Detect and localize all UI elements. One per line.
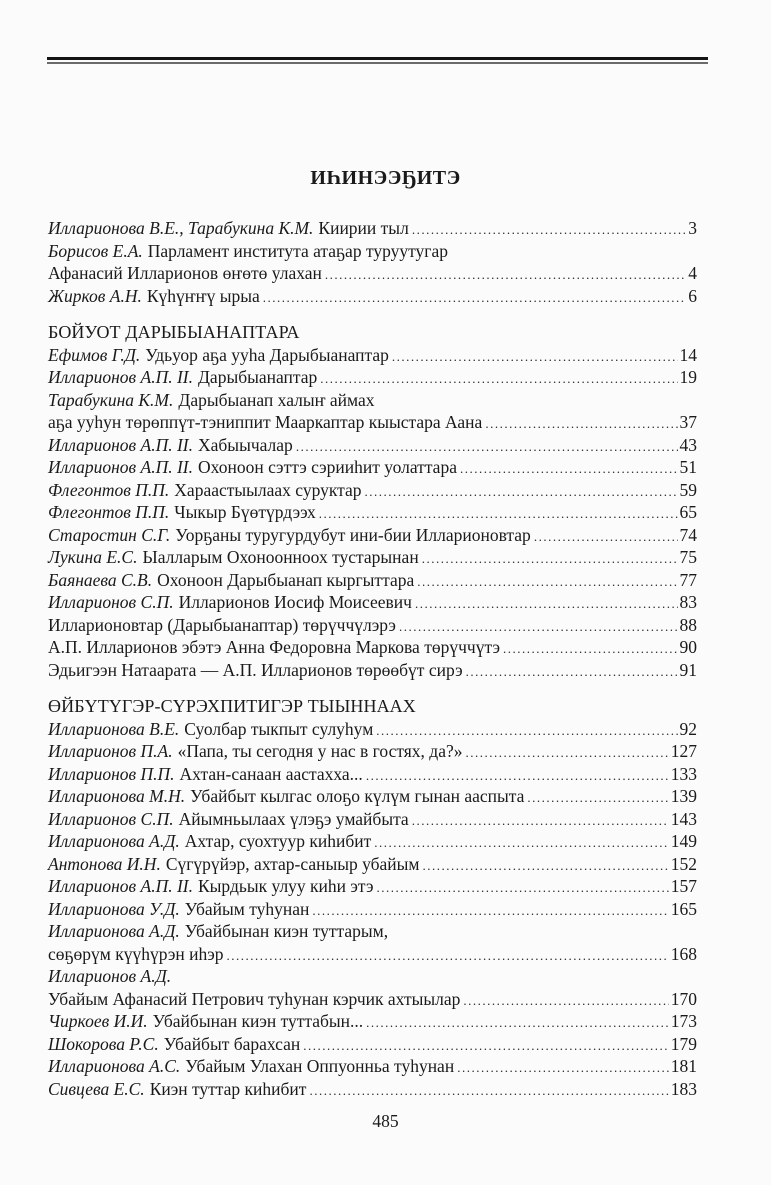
entry-page-number: 88 [679,614,697,635]
entry-page-number: 19 [679,367,697,387]
entry-page-number: 133 [670,763,697,784]
header-rule-thin [47,62,708,64]
entry-page-number: 83 [679,592,697,612]
entry-title: Парламент института атаҕар туруутугар [147,240,448,261]
entry-page-number: 77 [679,569,697,590]
toc-entry-line [48,659,697,682]
dot-leader [303,1035,668,1058]
entry-author: Илларионова А.Д. [48,921,180,941]
entry-page-number: 181 [670,1056,697,1076]
entry-author: Шокорова Р.С. [48,1033,159,1054]
entry-author: Илларионова В.Е. [48,718,180,739]
toc-entry-line [48,785,697,808]
entry-title: Суолбар тыкпыт сулуһум [184,718,374,739]
entry-title: Хараастыылаах суруктар [174,479,362,500]
toc-entry-line [48,217,697,240]
entry-page-number: 43 [679,434,697,455]
dot-leader [392,346,678,369]
entry-title: Убайым туһунан [184,898,310,919]
entry-page-number: 92 [679,718,697,739]
toc-entry-line [48,853,697,876]
entry-page-number: 157 [670,876,697,896]
dot-leader [374,832,669,855]
section-heading: БОЙУОТ ДАРЫБЫАНАПТАРА [48,322,300,342]
toc-section [48,321,697,681]
dot-leader [422,855,668,878]
entry-page-number: 168 [670,943,697,964]
dot-leader [365,481,678,504]
section-heading: ӨЙБҮТҮГЭР-СҮРЭХПИТИГЭР ТЫЫННААХ [48,696,416,716]
entry-page-number: 173 [670,1011,697,1031]
entry-page-number: 37 [679,412,697,432]
dot-leader [320,368,677,391]
dot-leader [457,1057,669,1080]
toc-entry-line [48,411,697,434]
entry-author: Илларионов С.П. [48,808,174,829]
toc-entry-line [48,740,697,763]
dot-leader [399,616,678,639]
entry-title: Хабыычалар [198,434,293,455]
toc-entry-line [48,1078,697,1101]
entry-title: Чыкыр Бүөтүрдээх [174,502,316,522]
toc-entry-line [48,988,697,1011]
entry-title: Ыалларым Охоноонноох тустарынан [142,547,419,567]
toc-entry-line [48,1033,697,1056]
entry-title: Убайбынан киэн туттабын... [152,1011,364,1031]
entry-author: Старостин С.Г. [48,524,171,545]
entry-title: сөҕөрүм күүһүрэн иһэр [48,943,224,964]
dot-leader [325,264,685,287]
entry-author: Илларионов П.П. [48,763,175,784]
entry-title: Киирии тыл [318,218,409,238]
toc-entry-line [48,898,697,921]
toc-entry-line [48,240,697,263]
toc-entry-line [48,434,697,457]
header-rule-thick [47,57,708,60]
dot-leader [485,413,677,436]
entry-author: Флегонтов П.П. [48,479,170,500]
entry-page-number: 14 [679,344,697,365]
toc-entry-line [48,569,697,592]
entry-title: Афанасий Илларионов өҥөтө улахан [48,263,322,283]
dot-leader [460,458,678,481]
table-of-contents [48,217,697,1100]
entry-author: Илларионов С.П. [48,592,174,612]
entry-title: Дарыбыанап халыҥ аймах [178,389,375,410]
toc-entry-line [48,344,697,367]
toc-entry-line [48,546,697,569]
toc-entry-line [48,920,697,943]
entry-author: Илларионов П.А. [48,741,173,761]
dot-leader [417,571,677,594]
entry-title: Уорҕаны туругурдубут ини-бии Илларионовтар [175,524,531,545]
entry-title: Күһүҥҥү ырыа [146,285,260,306]
dot-leader [527,787,668,810]
entry-author: Илларионов А.П. II. [48,457,193,477]
entry-page-number: 179 [670,1033,697,1054]
entry-page-number: 3 [688,218,697,238]
dot-leader [466,742,669,765]
page-title: ИҺИНЭЭҔИТЭ [310,167,461,189]
toc-entry-line [48,875,697,898]
dot-leader [503,638,677,661]
entry-title: Убайым Афанасий Петрович туһунан кэрчик ахтыылар [48,988,461,1009]
entry-title: А.П. Илларионов эбэтэ Анна Федоровна Маркова төрүччүтэ [48,637,501,657]
entry-title: Удьуор аҕа ууһа Дарыбыанаптар [145,344,389,365]
entry-author: Баянаева С.В. [48,569,153,590]
dot-leader [376,720,677,743]
entry-page-number: 4 [688,263,697,283]
entry-page-number: 183 [670,1078,697,1099]
dot-leader [263,287,685,310]
dot-leader [466,661,678,684]
entry-title: «Папа, ты сегодня у нас в гостях, да?» [177,741,463,761]
entry-author: Тарабукина К.М. [48,389,174,410]
entry-title: Сүгүрүйэр, ахтар-саныыр убайым [165,853,420,874]
entry-title: Кырдьык улуу киһи этэ [198,876,374,896]
entry-page-number: 127 [670,741,697,761]
toc-entry-line [48,456,697,479]
dot-leader [366,765,669,788]
dot-leader [422,548,678,571]
toc-entry-line [48,262,697,285]
entry-page-number: 75 [679,547,697,567]
entry-title: Охоноон сэттэ сэрииһит уолаттара [198,457,457,477]
entry-page-number: 6 [688,285,697,306]
entry-author: Илларионов А.П. II. [48,434,193,455]
toc-entry-line [48,591,697,614]
entry-page-number: 65 [679,502,697,522]
toc-entry-line [48,389,697,412]
toc-entry-line [48,718,697,741]
entry-title: Дарыбыанаптар [198,367,318,387]
toc-entry-line [48,965,697,988]
toc-entry-line [48,636,697,659]
entry-author: Илларионов А.Д. [48,966,172,986]
entry-title: Ахтан-санаан аастахха... [179,763,363,784]
entry-page-number: 170 [670,988,697,1009]
entry-author: Чиркоев И.И. [48,1011,148,1031]
entry-title: Ахтар, суохтуур киһибит [184,831,372,851]
entry-page-number: 139 [670,786,697,806]
entry-page-number: 165 [670,898,697,919]
toc-entry-line [48,763,697,786]
entry-title: Илларионовтар (Дарыбыанаптар) төрүччүлэрэ [48,614,396,635]
entry-author: Флегонтов П.П. [48,502,170,522]
entry-page-number: 152 [670,853,697,874]
entry-title: Илларионов Иосиф Моисеевич [178,592,412,612]
entry-author: Илларионова В.Е., Тарабукина К.М. [48,218,314,238]
entry-author: Илларионов А.П. II. [48,367,193,387]
dot-leader [319,503,678,526]
page-number: 485 [372,1111,399,1131]
dot-leader [309,1080,668,1103]
toc-entry-line [48,479,697,502]
entry-author: Илларионова У.Д. [48,898,180,919]
entry-author: Илларионова А.Д. [48,831,180,851]
entry-page-number: 149 [670,831,697,851]
toc-entry-line [48,943,697,966]
entry-page-number: 143 [670,808,697,829]
entry-author: Лукина Е.С. [48,547,138,567]
dot-leader [534,526,678,549]
entry-page-number: 59 [679,479,697,500]
entry-page-number: 51 [679,457,697,477]
dot-leader [415,593,678,616]
entry-title: Убайым Улахан Оппуонньа туһунан [185,1056,455,1076]
toc-entry-line [48,808,697,831]
entry-author: Илларионов А.П. II. [48,876,193,896]
entry-author: Илларионова А.С. [48,1056,181,1076]
entry-author: Борисов Е.А. [48,240,143,261]
entry-page-number: 74 [679,524,697,545]
entry-title: Убайбыт кылгас олоҕо күлүм гынан ааспыта [190,786,525,806]
toc-entry-line [48,614,697,637]
entry-author: Сивцева Е.С. [48,1078,145,1099]
entry-title: аҕа ууһун төрөппүт-тэниппит Мааркаптар кыыстара Аана [48,412,483,432]
toc-entry-line [48,501,697,524]
dot-leader [312,900,668,923]
dot-leader [463,990,668,1013]
front-matter-list [48,217,697,307]
toc-entry-line [48,366,697,389]
dot-leader [412,810,669,833]
dot-leader [296,436,678,459]
toc-entry-line [48,830,697,853]
toc-entry-line [48,285,697,308]
entry-page-number: 91 [679,659,697,680]
entry-title: Айымньылаах үлэҕэ умайбыта [178,808,409,829]
toc-section [48,695,697,1100]
dot-leader [377,877,669,900]
entry-author: Антонова И.Н. [48,853,161,874]
entry-author: Жирков А.Н. [48,285,142,306]
entry-title: Убайбыт барахсан [163,1033,301,1054]
entry-author: Илларионова М.Н. [48,786,186,806]
entry-title: Эдьигээн Натаарата — А.П. Илларионов төрөөбүт сирэ [48,659,463,680]
entry-title: Киэн туттар киһибит [149,1078,307,1099]
entry-page-number: 90 [679,637,697,657]
toc-entry-line [48,524,697,547]
toc-entry-line [48,1010,697,1033]
entry-title: Убайбынан киэн туттарым, [184,921,389,941]
dot-leader [412,219,685,242]
entry-title: Охоноон Дарыбыанап кыргыттара [157,569,415,590]
dot-leader [366,1012,669,1035]
entry-author: Ефимов Г.Д. [48,344,141,365]
dot-leader [227,945,669,968]
toc-entry-line [48,1055,697,1078]
